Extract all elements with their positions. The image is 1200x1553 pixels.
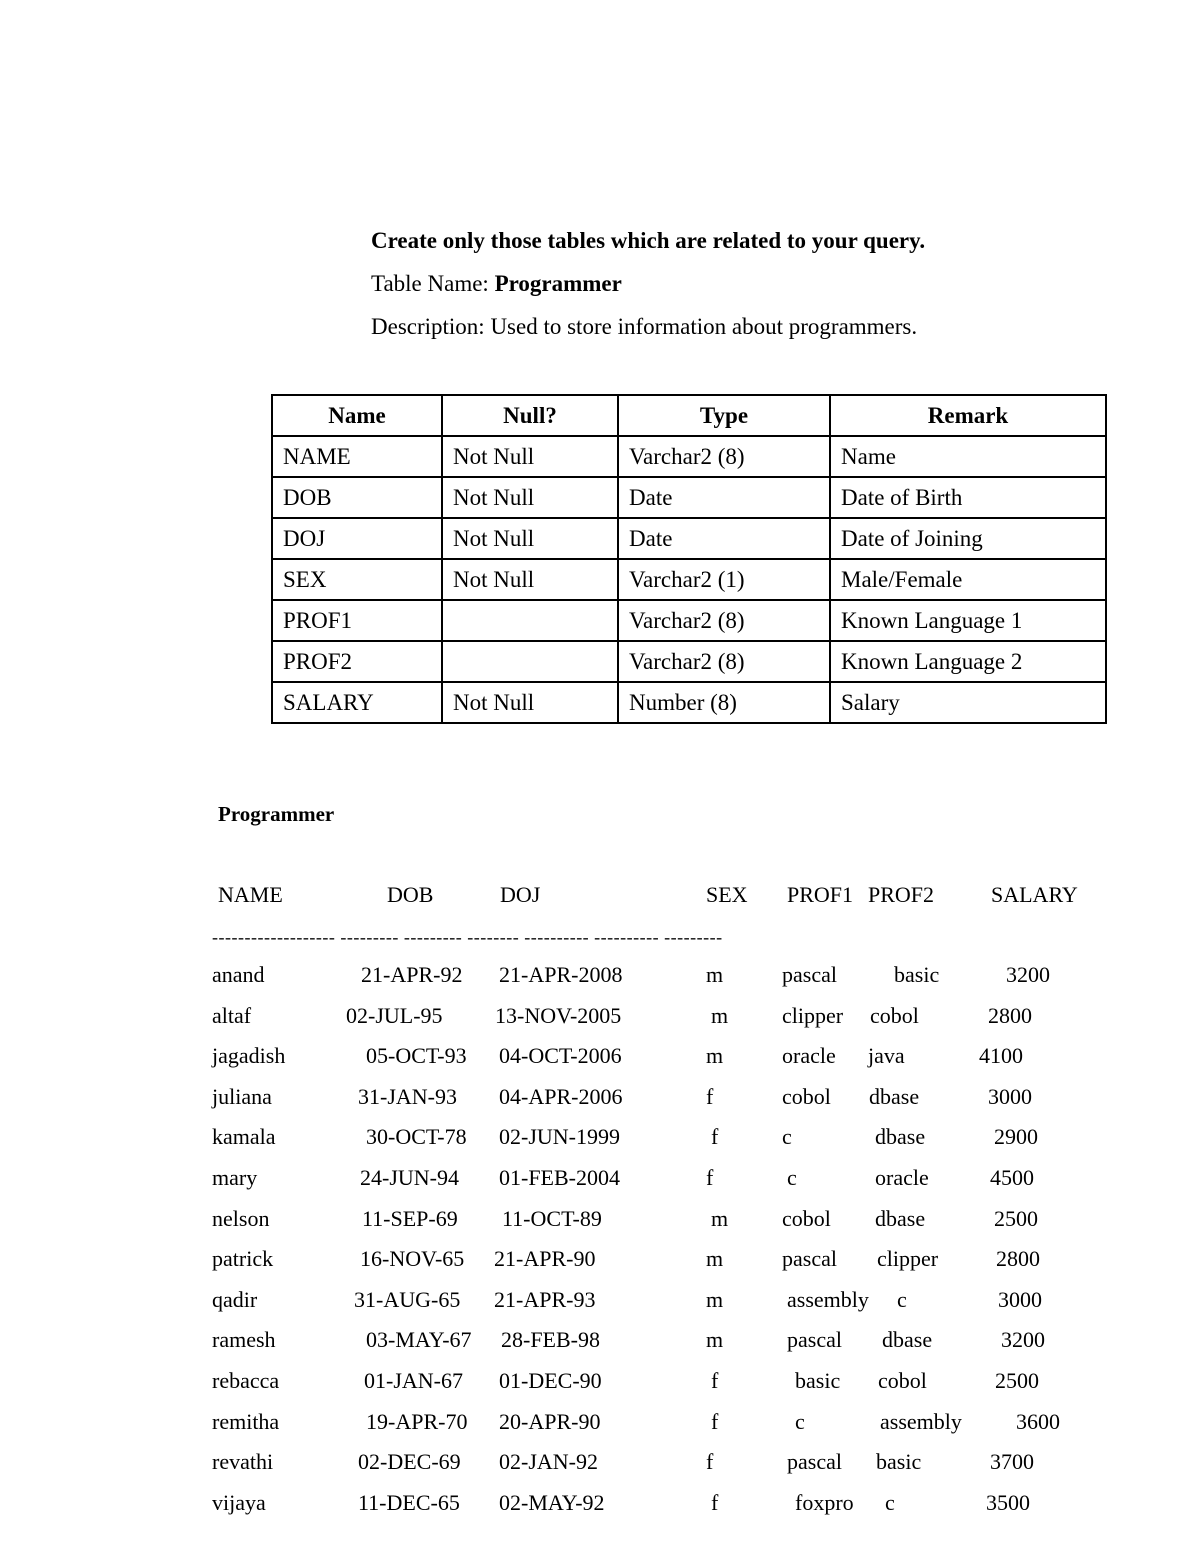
- listing-cell-prof2: cobol: [870, 1002, 919, 1028]
- schema-cell-name: NAME: [272, 436, 442, 477]
- listing-header-prof2: PROF2: [868, 882, 935, 907]
- listing-cell-doj: 02-JUN-1999: [499, 1124, 620, 1150]
- listing-cell-name: mary: [212, 1165, 258, 1190]
- listing-cell-prof2: clipper: [877, 1246, 939, 1272]
- listing-cell-name: altaf: [212, 1002, 252, 1028]
- schema-cell-remark: Known Language 1: [830, 600, 1106, 641]
- schema-cell-name: DOJ: [272, 518, 442, 559]
- schema-header-name: Name: [272, 395, 442, 436]
- schema-cell-name: SEX: [272, 559, 442, 600]
- listing-cell-prof1: pascal: [782, 962, 837, 987]
- listing-cell-prof1: pascal: [782, 1246, 837, 1272]
- listing-cell-dob: 31-AUG-65: [354, 1286, 461, 1312]
- listing-cell-doj: 21-APR-2008: [499, 962, 623, 987]
- listing-cell-name: nelson: [212, 1205, 270, 1231]
- listing-cell-prof1: foxpro: [795, 1489, 854, 1515]
- listing-cell-salary: 3700: [990, 1449, 1034, 1475]
- listing-cell-name: patrick: [212, 1246, 274, 1272]
- instruction-bold: Create only those tables which are related to your query.: [371, 228, 926, 253]
- listing-cell-sex: f: [706, 1083, 714, 1109]
- listing-cell-doj: 04-APR-2006: [499, 1083, 623, 1109]
- listing-cell-prof1: pascal: [787, 1327, 842, 1353]
- listing-cell-dob: 16-NOV-65: [360, 1246, 465, 1272]
- listing-header-prof1: PROF1: [787, 882, 854, 907]
- listing-cell-prof2: cobol: [878, 1368, 927, 1393]
- listing-cell-prof2: c: [885, 1489, 895, 1515]
- schema-header-remark: Remark: [830, 395, 1106, 436]
- schema-cell-type: Varchar2 (8): [618, 600, 830, 641]
- schema-row: [272, 600, 1106, 641]
- listing-cell-dob: 31-JAN-93: [358, 1083, 457, 1109]
- schema-cell-type: Varchar2 (8): [618, 436, 830, 477]
- schema-cell-remark: Date of Birth: [830, 477, 1106, 518]
- listing-cell-name: anand: [212, 962, 265, 987]
- listing-cell-salary: 4100: [979, 1043, 1023, 1069]
- listing-cell-name: rebacca: [212, 1368, 280, 1393]
- table-name-line: [371, 271, 622, 297]
- schema-cell-type: Number (8): [618, 682, 830, 723]
- listing-cell-salary: 3000: [988, 1083, 1032, 1109]
- listing-cell-name: kamala: [212, 1124, 276, 1150]
- listing-cell-sex: f: [711, 1368, 719, 1393]
- listing-cell-doj: 21-APR-90: [494, 1246, 596, 1272]
- schema-cell-type: Varchar2 (1): [618, 559, 830, 600]
- listing-cell-doj: 04-OCT-2006: [499, 1043, 622, 1069]
- schema-cell-remark: Date of Joining: [830, 518, 1106, 559]
- listing-header-dob: DOB: [387, 882, 434, 907]
- listing-cell-sex: m: [706, 1286, 724, 1312]
- schema-cell-null: [442, 600, 618, 641]
- listing-title: Programmer: [218, 802, 335, 826]
- listing-cell-name: qadir: [212, 1286, 258, 1312]
- schema-cell-remark: Salary: [830, 682, 1106, 723]
- listing-cell-salary: 3200: [1006, 962, 1050, 987]
- listing-cell-prof1: basic: [795, 1368, 841, 1393]
- listing-cell-salary: 2900: [994, 1124, 1038, 1150]
- schema-header-null: Null?: [442, 395, 618, 436]
- listing-cell-dob: 01-JAN-67: [364, 1368, 463, 1393]
- listing-cell-name: remitha: [212, 1408, 280, 1434]
- listing-cell-prof1: c: [795, 1408, 805, 1434]
- listing-cell-prof2: basic: [876, 1449, 922, 1475]
- description-text: Description: Used to store information about programmers.: [371, 314, 918, 339]
- listing-cell-salary: 4500: [990, 1165, 1034, 1190]
- listing-cell-dob: 02-JUL-95: [346, 1002, 443, 1028]
- listing-cell-sex: f: [711, 1408, 719, 1434]
- table-name-value: Programmer: [494, 271, 622, 296]
- schema-row: [272, 436, 1106, 477]
- listing-cell-sex: f: [711, 1489, 719, 1515]
- instruction-text: [371, 228, 925, 254]
- listing-cell-doj: 28-FEB-98: [501, 1327, 600, 1353]
- schema-cell-null: [442, 641, 618, 682]
- listing-cell-prof2: dbase: [882, 1327, 933, 1353]
- listing-cell-prof2: java: [868, 1043, 905, 1069]
- schema-cell-type: Varchar2 (8): [618, 641, 830, 682]
- listing-cell-sex: m: [706, 1327, 724, 1353]
- listing-cell-sex: m: [706, 1246, 724, 1272]
- listing-cell-salary: 2800: [996, 1246, 1040, 1272]
- listing-cell-name: jagadish: [212, 1043, 286, 1069]
- listing-cell-sex: m: [711, 1205, 729, 1231]
- schema-cell-name: PROF1: [272, 600, 442, 641]
- listing-cell-salary: 3600: [1016, 1408, 1060, 1434]
- listing-cell-sex: m: [711, 1002, 729, 1028]
- schema-header-row: [272, 395, 1106, 436]
- schema-row: [272, 559, 1106, 600]
- schema-header-type: Type: [618, 395, 830, 436]
- listing-cell-prof1: pascal: [787, 1449, 842, 1475]
- table-name-label: Table Name:: [371, 271, 495, 296]
- listing-cell-dob: 11-DEC-65: [358, 1489, 460, 1515]
- listing-cell-prof1: c: [782, 1124, 792, 1150]
- listing-cell-dob: 11-SEP-69: [362, 1205, 458, 1231]
- listing-cell-doj: 01-DEC-90: [499, 1368, 602, 1393]
- schema-row: [272, 682, 1106, 723]
- listing-header-doj: DOJ: [500, 882, 541, 907]
- schema-table: [271, 394, 1107, 724]
- listing-cell-prof2: dbase: [869, 1083, 920, 1109]
- listing-cell-salary: 3200: [1001, 1327, 1045, 1353]
- listing-cell-dob: 05-OCT-93: [366, 1043, 467, 1069]
- listing-cell-prof2: basic: [894, 962, 940, 987]
- schema-cell-null: Not Null: [442, 682, 618, 723]
- schema-cell-name: SALARY: [272, 682, 442, 723]
- listing-cell-prof1: c: [787, 1165, 797, 1190]
- listing-cell-sex: f: [706, 1449, 714, 1475]
- listing-cell-prof2: c: [897, 1286, 907, 1312]
- schema-cell-name: PROF2: [272, 641, 442, 682]
- listing-cell-prof2: dbase: [875, 1124, 926, 1150]
- listing-cell-doj: 02-MAY-92: [499, 1489, 605, 1515]
- listing-cell-salary: 2500: [994, 1205, 1038, 1231]
- listing-header-salary: SALARY: [991, 882, 1078, 907]
- schema-cell-null: Not Null: [442, 477, 618, 518]
- listing-cell-sex: f: [706, 1165, 714, 1190]
- listing-cell-doj: 02-JAN-92: [499, 1449, 598, 1475]
- listing-cell-prof1: clipper: [782, 1002, 844, 1028]
- listing-cell-dob: 30-OCT-78: [366, 1124, 467, 1150]
- listing-cell-dob: 21-APR-92: [361, 962, 463, 987]
- schema-cell-name: DOB: [272, 477, 442, 518]
- listing-cell-salary: 2800: [988, 1002, 1032, 1028]
- schema-cell-remark: Name: [830, 436, 1106, 477]
- listing-cell-name: ramesh: [212, 1327, 276, 1353]
- listing-cell-dob: 02-DEC-69: [358, 1449, 461, 1475]
- listing-cell-name: juliana: [212, 1083, 272, 1109]
- listing-header-sex: SEX: [706, 882, 748, 907]
- listing-header-name: NAME: [218, 882, 283, 907]
- listing-cell-prof2: assembly: [880, 1408, 962, 1434]
- listing-cell-doj: 21-APR-93: [494, 1286, 596, 1312]
- schema-cell-type: Date: [618, 518, 830, 559]
- listing-cell-prof1: cobol: [782, 1205, 831, 1231]
- listing-cell-sex: m: [706, 962, 724, 987]
- listing-cell-dob: 24-JUN-94: [360, 1165, 459, 1190]
- listing-cell-doj: 01-FEB-2004: [499, 1165, 620, 1190]
- listing-cell-doj: 13-NOV-2005: [495, 1002, 622, 1028]
- listing-cell-prof1: assembly: [787, 1286, 869, 1312]
- schema-cell-remark: Male/Female: [830, 559, 1106, 600]
- listing-cell-dob: 19-APR-70: [366, 1408, 468, 1434]
- listing-cell-doj: 11-OCT-89: [502, 1205, 602, 1231]
- schema-row: [272, 477, 1106, 518]
- listing-cell-prof1: cobol: [782, 1083, 831, 1109]
- listing-separator: ------------------- --------- --------- -------- ---------- ---------- ---------: [212, 927, 723, 947]
- listing-cell-prof2: oracle: [875, 1165, 929, 1190]
- listing-cell-sex: f: [711, 1124, 719, 1150]
- listing-cell-prof2: dbase: [875, 1205, 926, 1231]
- listing-cell-salary: 3500: [986, 1489, 1030, 1515]
- listing-cell-name: vijaya: [212, 1489, 266, 1515]
- schema-row: [272, 518, 1106, 559]
- listing-cell-dob: 03-MAY-67: [366, 1327, 472, 1353]
- schema-row: [272, 641, 1106, 682]
- schema-cell-null: Not Null: [442, 436, 618, 477]
- schema-cell-type: Date: [618, 477, 830, 518]
- schema-cell-null: Not Null: [442, 559, 618, 600]
- listing-cell-prof1: oracle: [782, 1043, 836, 1069]
- listing-cell-doj: 20-APR-90: [499, 1408, 601, 1434]
- listing-cell-sex: m: [706, 1043, 724, 1069]
- schema-cell-null: Not Null: [442, 518, 618, 559]
- schema-cell-remark: Known Language 2: [830, 641, 1106, 682]
- listing-cell-salary: 3000: [998, 1286, 1042, 1312]
- listing-cell-name: revathi: [212, 1449, 274, 1475]
- listing-cell-salary: 2500: [995, 1368, 1039, 1393]
